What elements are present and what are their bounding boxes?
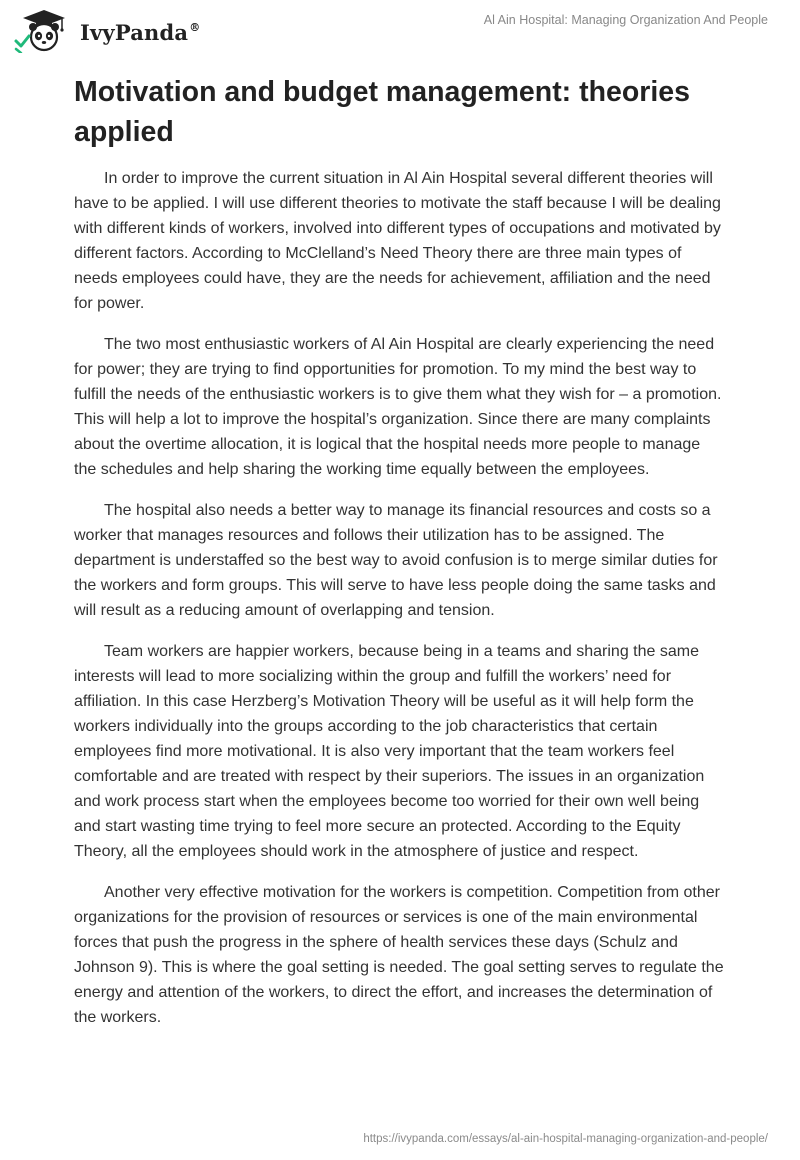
paragraph: In order to improve the current situation in Al Ain Hospital several different theories will have to be applied. I will use different theories to motivate the staff because I will be dealing with different kinds of workers, involved into different types of occupations and motivated by different factors. According to McClelland’s Need Theory there are three main types of needs employees could have, they are the needs for achievement, affiliation and the need for power. [74,170,721,312]
article [74,72,724,1046]
page-header [0,0,800,60]
paragraph: The two most enthusiastic workers of Al Ain Hospital are clearly experiencing the need for power; they are trying to find opportunities for promotion. To my mind the best way to fulfill the needs of the enthusiastic workers is to give them what they wish for – a promotion. This will help a lot to improve the hospital’s organization. Since there are many complaints about the overtime allocation, it is logical that the hospital needs more people to manage the schedules and help sharing the working time equally between the employees. [74,336,722,478]
source-url[interactable]: https://ivypanda.com/essays/al-ain-hospital-managing-organization-and-people/ [363,1133,768,1145]
paragraph: Another very effective motivation for the workers is competition. Competition from other organizations for the provision of resources or services is one of the main environmental forces that push the progress in the sphere of health services these days (Schulz and Johnson 9). This is where the goal setting is needed. The goal setting serves to regulate the energy and attention of the workers, to direct the effort, and increases the determination of the workers. [74,884,724,1026]
brand-text: IvyPanda [80,20,189,45]
article-title: Motivation and budget management: theories applied [74,76,690,148]
paragraph: The hospital also needs a better way to manage its financial resources and costs so a worker that manages resources and follows their utilization has to be assigned. The department is understaffed so the best way to avoid confusion is to merge similar duties for the workers and form groups. This will serve to have less people doing the same tasks and will result as a reducing amount of overlapping and tension. [74,502,718,619]
document-header-title: Al Ain Hospital: Managing Organization And People [483,13,768,27]
article-body [74,166,724,1030]
panda-graduate-icon[interactable] [13,9,75,53]
brand-name[interactable] [80,20,200,45]
paragraph: Team workers are happier workers, because being in a teams and sharing the same interests will lead to more socializing within the group and fulfill the workers’ need for affiliation. In this case Herzberg’s Motivation Theory will be useful as it will help form the workers individually into the groups according to the job characteristics that certain employees find more motivational. It is also very important that the team workers feel comfortable and are treated with respect by their superiors. The issues in an organization and work process start when the employees become too worried for their own well being and start wasting time trying to feel more secure an protected. According to the Equity Theory, all the employees should work in the atmosphere of justice and respect. [74,643,705,860]
registered-mark: ® [189,21,201,34]
